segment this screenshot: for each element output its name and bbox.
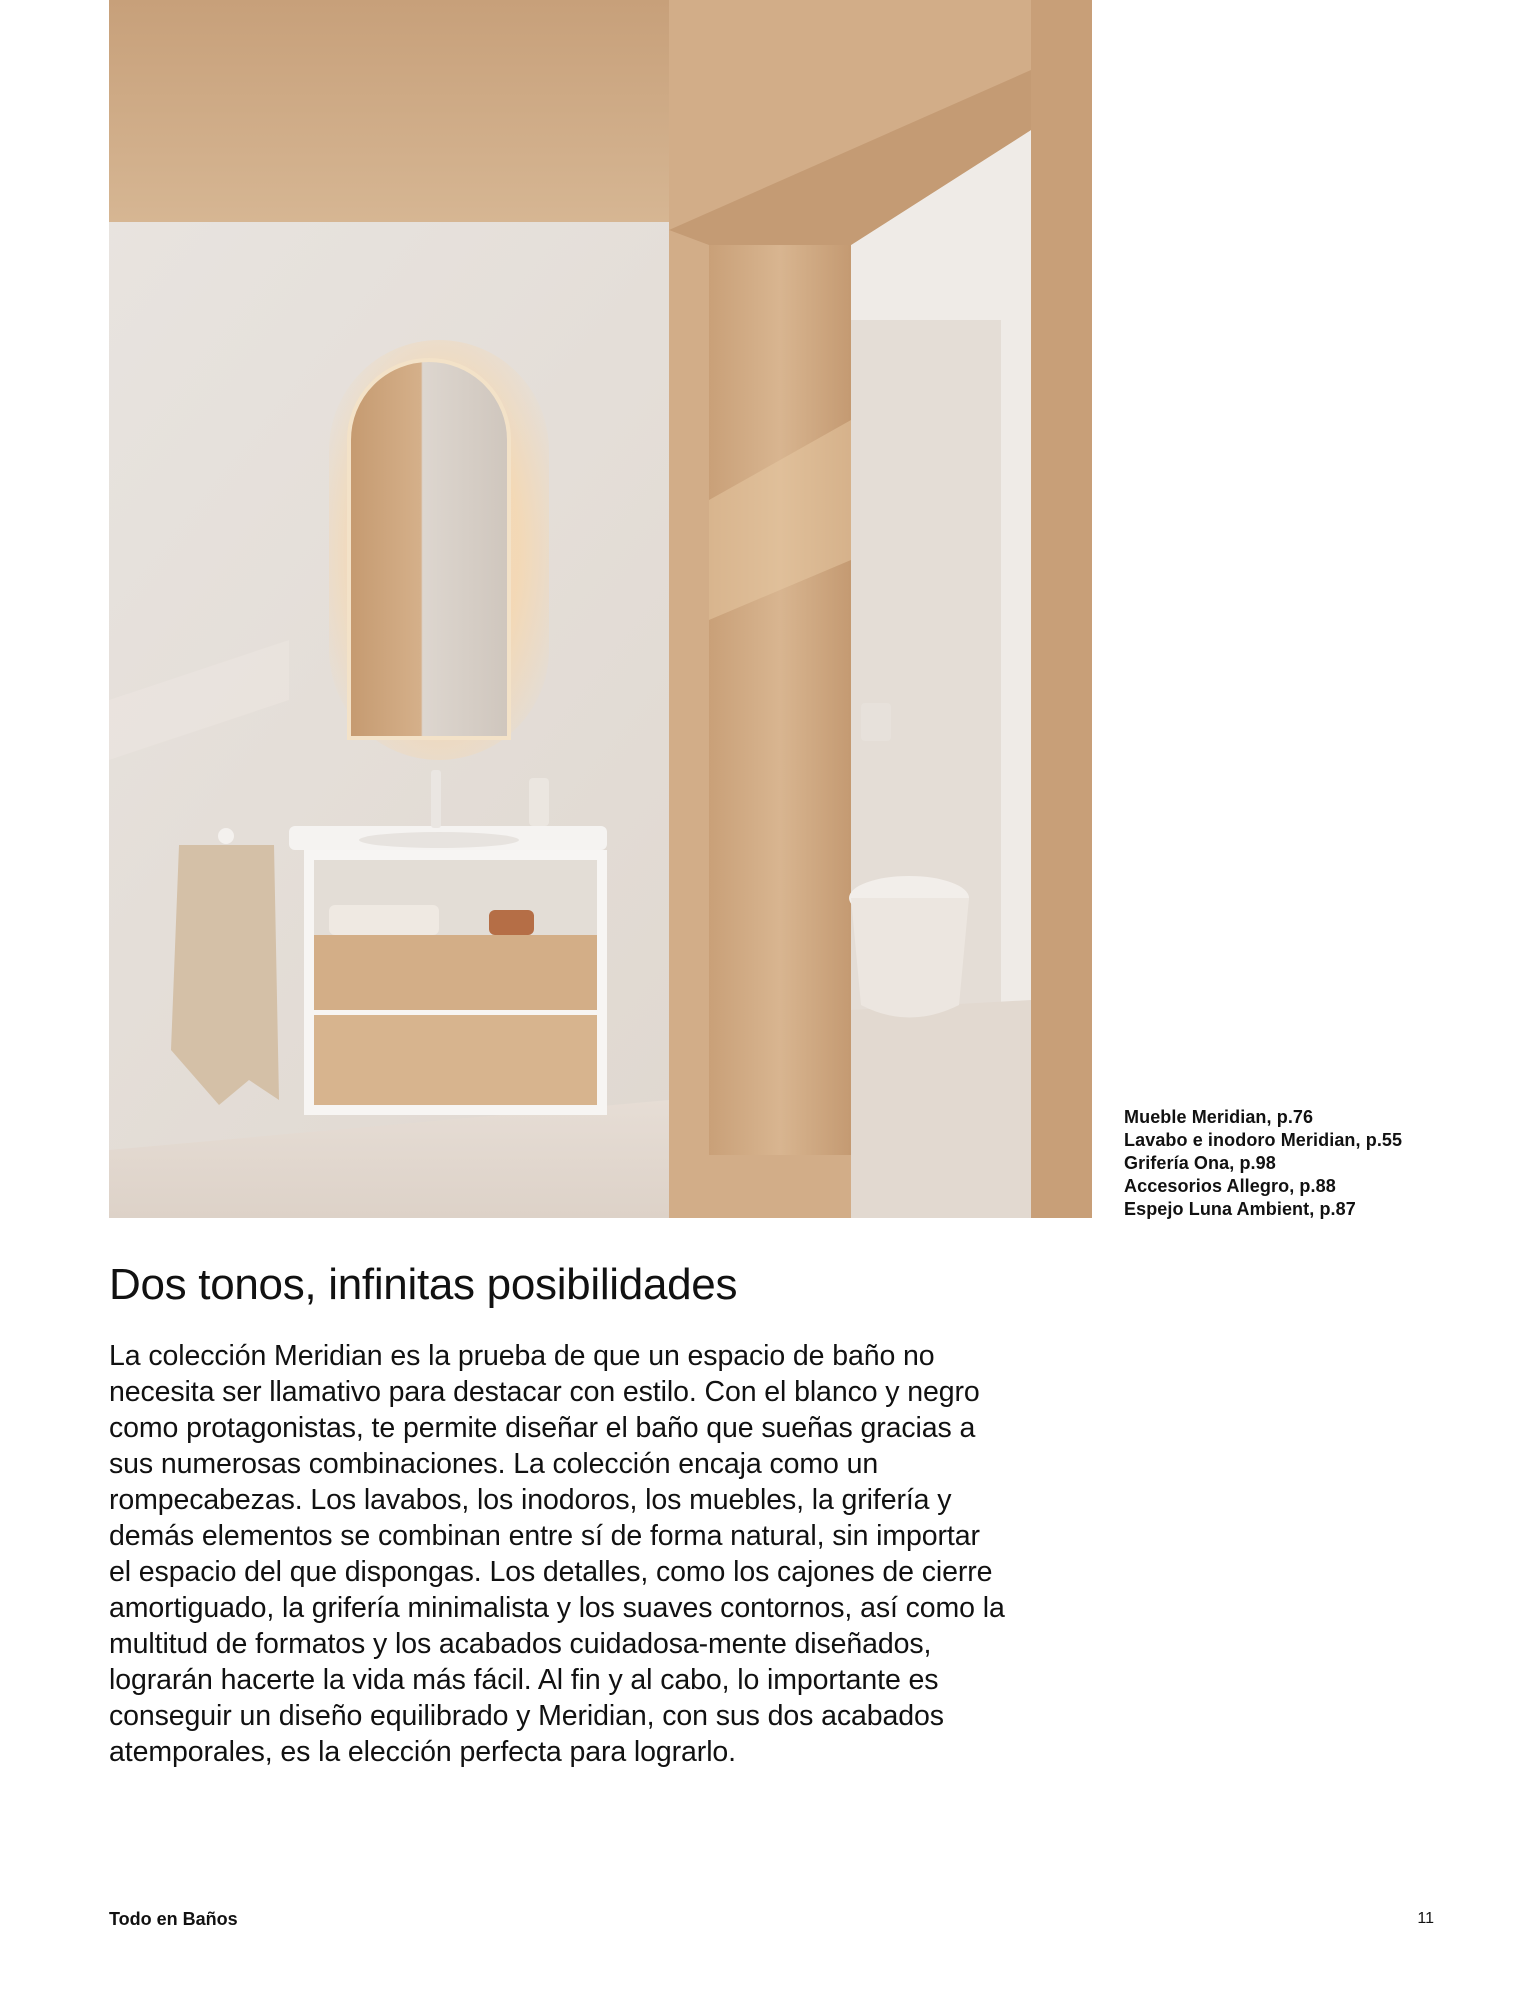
bathroom-photo <box>109 0 1092 1218</box>
credit-line: Lavabo e inodoro Meridian, p.55 <box>1124 1130 1403 1150</box>
credit-line: Espejo Luna Ambient, p.87 <box>1124 1199 1356 1219</box>
credit-line: Accesorios Allegro, p.88 <box>1124 1176 1336 1196</box>
product-credits <box>1124 1106 1454 1221</box>
footer-publication-name: Todo en Baños <box>109 1909 238 1929</box>
credit-line: Grifería Ona, p.98 <box>1124 1153 1276 1173</box>
bathroom-illustration <box>109 0 1092 1218</box>
credit-line: Mueble Meridian, p.76 <box>1124 1107 1314 1127</box>
page-title: Dos tonos, infinitas posibilidades <box>109 1260 738 1309</box>
page-number: 11 <box>1417 1910 1434 1927</box>
body-paragraph: La colección Meridian es la prueba de que un espacio de baño no necesita ser llamativo para destacar con estilo. Con el blanco y negro como protagonistas, te permite diseñar el baño que sueñas gracias a sus numerosas combinaciones. La colección encaja como un rompecabezas. Los lavabos, los inodoros, los muebles, la grifería y demás elementos se combinan entre sí de forma natural, sin importar el espacio del que dispongas. Los detalles, como los cajones de cierre amortiguado, la grifería minimalista y los suaves contornos, así como la multitud de formatos y los acabados cuidadosa-mente diseñados, lograrán hacerte la vida más fácil. Al fin y al cabo, lo importante es conseguir un diseño equilibrado y Meridian, con sus dos acabados atemporales, es la elección perfecta para lograrlo. <box>109 1340 1005 1768</box>
